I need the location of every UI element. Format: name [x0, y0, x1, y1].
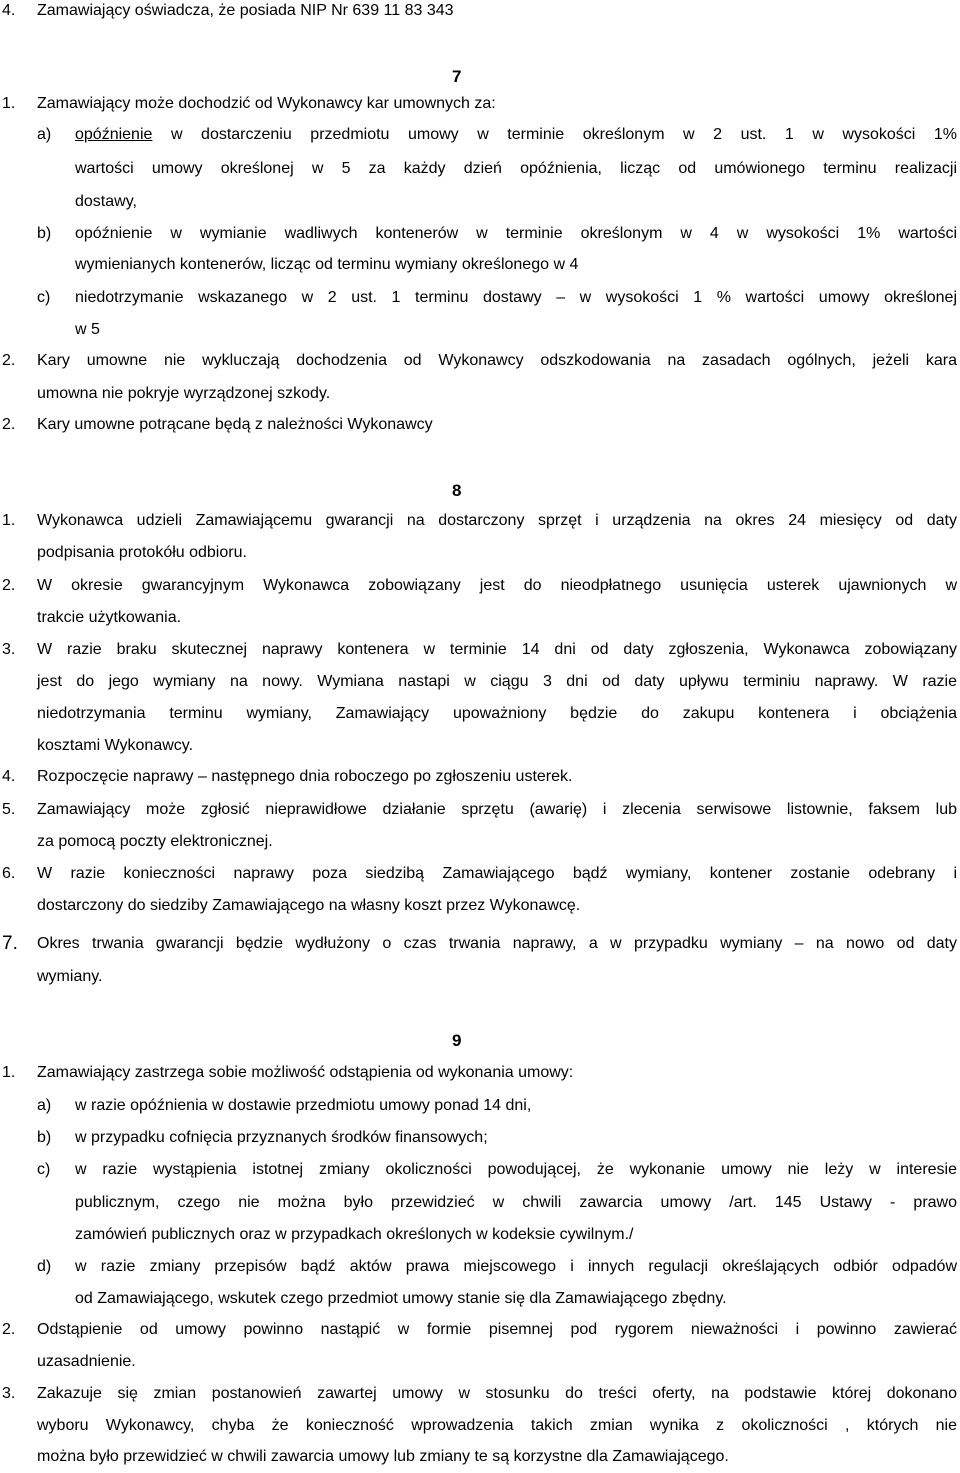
- s7-c-line-2: w 5: [75, 321, 100, 338]
- s8-item-3-line-3: niedotrzymania terminu wymiany, Zamawiający upoważniony będzie do zakupu kontenera i obciążenia: [37, 705, 957, 722]
- section-7-number: 7: [452, 67, 462, 86]
- s7-a-text: [75, 119, 957, 151]
- section-8-number: 8: [452, 481, 462, 500]
- item-4-number: 4.: [2, 2, 16, 19]
- s8-item-5-number: 5.: [2, 801, 16, 818]
- s7-a-line-1-rest: w dostarczeniu przedmiotu umowy w terminie określonym w 2 ust. 1 w wysokości 1%: [170, 126, 957, 143]
- s9-c-line-3: zamówień publicznych oraz w przypadkach określonych w kodeksie cywilnym./: [75, 1226, 634, 1243]
- s7-item-3-number: 2.: [2, 416, 16, 433]
- s7-item-2-line-1: Kary umowne nie wykluczają dochodzenia od Wykonawcy odszkodowania na zasadach ogólnych, jeżeli kara: [37, 352, 957, 369]
- s8-item-1-line-1: Wykonawca udzieli Zamawiającemu gwarancji na dostarczony sprzęt i urządzenia na okres 24 miesięcy od daty: [37, 512, 957, 529]
- s8-item-6-line-2: dostarczony do siedziby Zamawiającego na własny koszt przez Wykonawcę.: [37, 897, 581, 914]
- s8-item-4-text: Rozpoczęcie naprawy – następnego dnia roboczego po zgłoszeniu usterek.: [37, 768, 573, 785]
- s9-item-3-number: 3.: [2, 1385, 16, 1402]
- s9-item-2-line-1: Odstąpienie od umowy powinno nastąpić w formie pisemnej pod rygorem nieważności i powinno zawierać: [37, 1321, 957, 1338]
- s8-item-3-number: 3.: [2, 641, 16, 658]
- section-9-number: 9: [452, 1031, 462, 1050]
- s7-item-1-number: 1.: [2, 95, 16, 112]
- s8-item-3-line-4: kosztami Wykonawcy.: [37, 737, 194, 754]
- s7-a-line-3: dostawy,: [75, 193, 137, 210]
- s9-d-line-1: w razie zmiany przepisów bądź aktów prawa miejscowego i innych regulacji określających odbiór odpadów: [75, 1258, 957, 1275]
- s8-item-2-line-2: trakcie użytkowania.: [37, 609, 182, 626]
- s8-item-3-line-2: jest do jego wymiany na nowy. Wymiana nastapi w ciągu 3 dni od daty upływu terminiu naprawy. W razie: [37, 673, 957, 690]
- s8-item-5-line-2: za pomocą poczty elektronicznej.: [37, 833, 273, 850]
- s8-item-1-line-2: podpisania protokółu odbioru.: [37, 544, 247, 561]
- section-8-heading: [452, 475, 461, 507]
- s9-d-label: d): [37, 1258, 52, 1275]
- s7-a-label: a): [37, 126, 52, 143]
- s8-item-2-number: 2.: [2, 577, 16, 594]
- s7-item-1-text: Zamawiający może dochodzić od Wykonawcy kar umownych za:: [37, 95, 496, 112]
- s8-item-1-number: 1.: [2, 512, 16, 529]
- s7-a-line-2: wartości umowy określonej w 5 za każdy dzień opóźnienia, licząc od umówionego terminu realizacji: [75, 160, 957, 177]
- s7-c-line-1: niedotrzymanie wskazanego w 2 ust. 1 terminu dostawy – w wysokości 1 % wartości umowy określonej: [75, 289, 957, 306]
- s9-a-label: a): [37, 1097, 52, 1114]
- s9-a-text: w razie opóźnienia w dostawie przedmiotu umowy ponad 14 dni,: [75, 1097, 532, 1114]
- s9-c-line-2: publicznym, czego nie można było przewidzieć w chwili zawarcia umowy /art. 145 Ustawy - prawo: [75, 1194, 957, 1211]
- s7-a-line-1: [75, 119, 957, 151]
- s9-c-label: c): [37, 1161, 51, 1178]
- s9-d-line-2: od Zamawiającego, wskutek czego przedmiot umowy stanie się dla Zamawiającego zbędny.: [75, 1290, 727, 1307]
- s9-c-line-1: w razie wystąpienia istotnej zmiany okoliczności powodującej, że wykonanie umowy nie leży w interesie: [75, 1161, 957, 1178]
- s8-item-5-line-1: Zamawiający może zgłosić nieprawidłowe działanie sprzętu (awarię) i zlecenia serwisowe listownie, faksem lub: [37, 801, 957, 818]
- s9-item-2-number: 2.: [2, 1321, 16, 1338]
- s9-b-text: w przypadku cofnięcia przyznanych środków finansowych;: [75, 1129, 488, 1146]
- s7-item-2-number: 2.: [2, 352, 16, 369]
- item-4-text: Zamawiający oświadcza, że posiada NIP Nr 639 11 83 343: [37, 2, 454, 19]
- s9-item-2-line-2: uzasadnienie.: [37, 1353, 136, 1370]
- s8-item-2-line-1: W okresie gwarancyjnym Wykonawca zobowiązany jest do nieodpłatnego usunięcia usterek ujawnionych w: [37, 577, 957, 594]
- section-9-heading: [452, 1025, 461, 1057]
- s8-item-7-line-2: wymiany.: [37, 968, 103, 985]
- s7-b-label: b): [37, 225, 52, 242]
- s9-item-3-line-1: Zakazuje się zmian postanowień zawartej umowy w stosunku do treści oferty, na podstawie której dokonano: [37, 1385, 957, 1402]
- s9-item-3-line-2: wyboru Wykonawcy, chyba że konieczność wprowadzenia takich zmian wynika z okoliczności , których nie: [37, 1417, 957, 1434]
- s8-item-6-number: 6.: [2, 865, 16, 882]
- s7-b-line-2: wymienianych kontenerów, licząc od terminu wymiany określonego w 4: [75, 256, 579, 273]
- s7-c-label: c): [37, 289, 51, 306]
- s7-item-3-text: Kary umowne potrącane będą z należności Wykonawcy: [37, 416, 433, 433]
- s9-item-1-text: Zamawiający zastrzega sobie możliwość odstąpienia od wykonania umowy:: [37, 1064, 574, 1081]
- s8-item-6-line-1: W razie konieczności naprawy poza siedzibą Zamawiającego bądź wymiany, kontener zostanie odebrany i: [37, 865, 957, 882]
- s8-item-7-number: 7.: [2, 933, 18, 954]
- s9-b-label: b): [37, 1129, 52, 1146]
- s8-item-7-line-1: Okres trwania gwarancji będzie wydłużony o czas trwania naprawy, a w przypadku wymiany – na nowo od daty: [37, 935, 957, 952]
- s7-a-underlined-word: opóźnienie: [75, 126, 153, 143]
- s7-b-line-1: opóźnienie w wymianie wadliwych kontenerów w terminie określonym w 4 w wysokości 1% wartości: [75, 225, 957, 242]
- s7-item-2-line-2: umowna nie pokryje wyrządzonej szkody.: [37, 385, 331, 402]
- s8-item-4-number: 4.: [2, 768, 16, 785]
- s9-item-1-number: 1.: [2, 1064, 16, 1081]
- s8-item-3-line-1: W razie braku skutecznej naprawy kontenera w terminie 14 dni od daty zgłoszenia, Wykonawca zobowiązany: [37, 641, 957, 658]
- s9-item-3-line-3: można było przewidzieć w chwili zawarcia umowy lub zmiany te są korzystne dla Zamawiającego.: [37, 1448, 729, 1465]
